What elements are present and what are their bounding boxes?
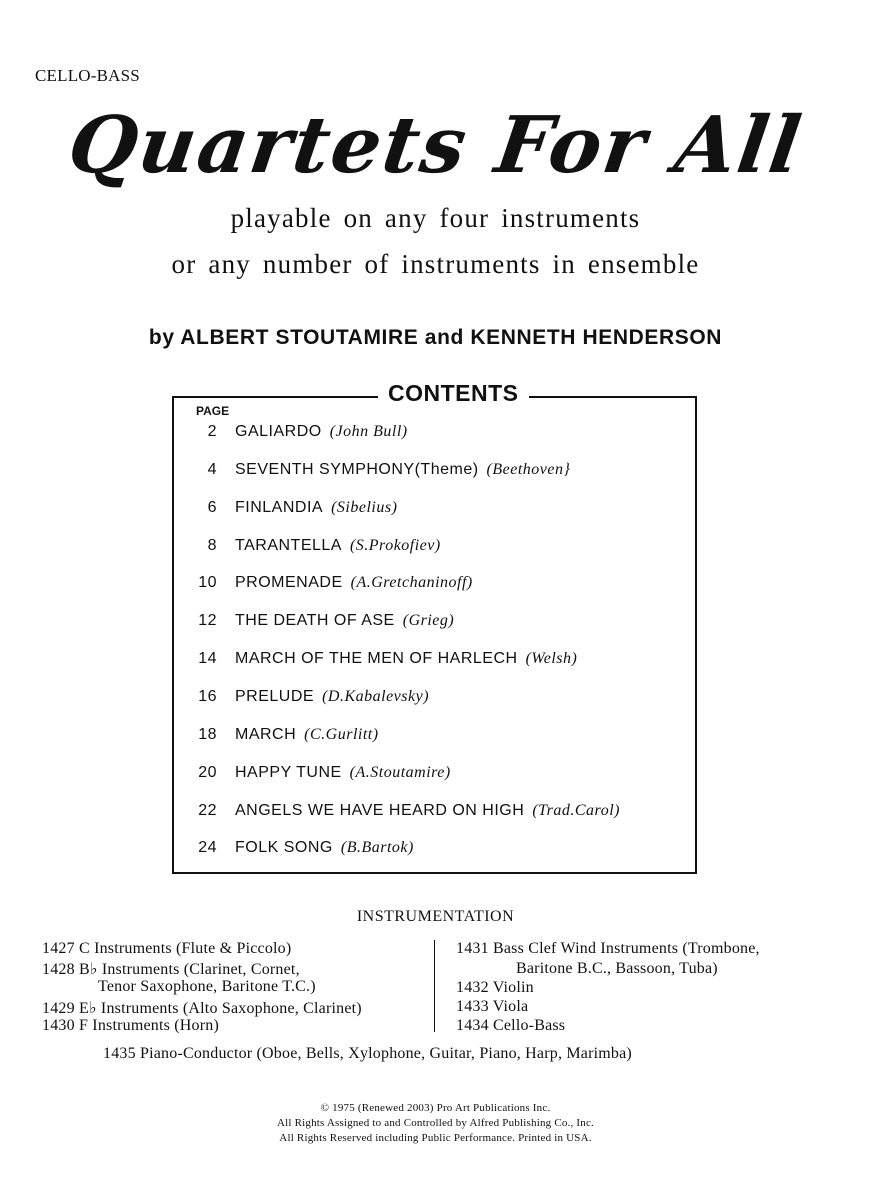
toc-composer: (Welsh) [525,650,578,667]
column-divider [434,940,435,1032]
toc-title-text: MARCH [235,726,297,743]
toc-title-text: FINLANDIA [235,499,324,516]
toc-title [235,574,473,592]
toc-composer: (A.Gretchaninoff) [350,574,473,591]
instrument-item: 1432 Violin [456,979,534,996]
part-label: CELLO-BASS [35,66,140,85]
copyright-line: All Rights Reserved including Public Performance. Printed in USA. [279,1132,592,1144]
toc-page-number: 20 [198,764,217,781]
instrument-item: 1429 E♭ Instruments (Alto Saxophone, Clarinet) [42,1000,362,1017]
instrument-item: 1430 F Instruments (Horn) [42,1017,219,1034]
toc-page-number: 16 [198,688,217,705]
toc-title [235,764,451,782]
toc-page-number: 6 [207,499,217,516]
toc-composer: (B.Bartok) [340,839,414,856]
copyright-line: © 1975 (Renewed 2003) Pro Art Publications Inc. [320,1102,551,1114]
instrumentation-heading: INSTRUMENTATION [356,908,515,925]
toc-title-text: GALIARDO [235,423,322,440]
instrument-item: 1428 B♭ Instruments (Clarinet, Cornet, [42,961,300,978]
toc-title [235,537,441,555]
toc-title [235,650,577,668]
toc-page-number: 4 [207,461,217,478]
copyright-line: All Rights Assigned to and Controlled by Alfred Publishing Co., Inc. [276,1117,594,1129]
toc-title [235,423,408,441]
toc-title [235,499,397,517]
page-column-label: PAGE [196,404,230,418]
instrument-item: 1427 C Instruments (Flute & Piccolo) [42,940,292,957]
subtitle-line-1: playable on any four instruments [230,203,641,233]
toc-title-text: HAPPY TUNE [235,764,342,781]
toc-composer: (C.Gurlitt) [304,726,379,743]
subtitle-line-2: or any number of instruments in ensemble [171,249,700,279]
toc-title [235,839,414,857]
toc-title-text: FOLK SONG [235,839,333,856]
toc-page-number: 8 [207,537,217,554]
toc-composer: (S.Prokofiev) [349,537,441,554]
instrument-item: 1431 Bass Clef Wind Instruments (Trombone, [456,940,760,957]
piano-conductor-item: 1435 Piano-Conductor (Oboe, Bells, Xylophone, Guitar, Piano, Harp, Marimba) [103,1045,632,1062]
instrument-item: 1434 Cello-Bass [456,1017,566,1034]
toc-title [235,688,429,706]
toc-title-text: TARANTELLA [235,537,342,554]
toc-title-text: THE DEATH OF ASE [235,612,395,629]
toc-composer: (John Bull) [329,423,408,440]
toc-composer: (Trad.Carol) [532,802,620,819]
toc-title-text: PROMENADE [235,574,343,591]
authors: by ALBERT STOUTAMIRE and KENNETH HENDERSON [148,326,723,349]
instrument-item: Baritone B.C., Bassoon, Tuba) [516,960,718,977]
instrument-item: 1433 Viola [456,998,529,1015]
toc-composer: (D.Kabalevsky) [322,688,430,705]
instrument-item: Tenor Saxophone, Baritone T.C.) [98,978,316,995]
toc-page-number: 12 [198,612,217,629]
toc-title-text: ANGELS WE HAVE HEARD ON HIGH [235,802,525,819]
toc-title-text: PRELUDE [235,688,315,705]
toc-page-number: 24 [198,839,217,856]
toc-title-text: MARCH OF THE MEN OF HARLECH [235,650,518,667]
toc-title-text: SEVENTH SYMPHONY(Theme) [235,461,479,478]
toc-composer: (Grieg) [402,612,455,629]
toc-title [235,726,379,744]
page-title: Quartets For All [62,100,809,191]
toc-title [235,461,570,479]
toc-composer: (Sibelius) [331,499,398,516]
toc-page-number: 22 [198,802,217,819]
contents-heading: CONTENTS [378,380,529,407]
toc-composer: (A.Stoutamire) [349,764,451,781]
toc-composer: (Beethoven} [486,461,571,478]
toc-page-number: 18 [198,726,217,743]
toc-page-number: 2 [207,423,217,440]
toc-title [235,802,620,820]
toc-page-number: 10 [198,574,217,591]
toc-page-number: 14 [198,650,217,667]
toc-title [235,612,454,630]
